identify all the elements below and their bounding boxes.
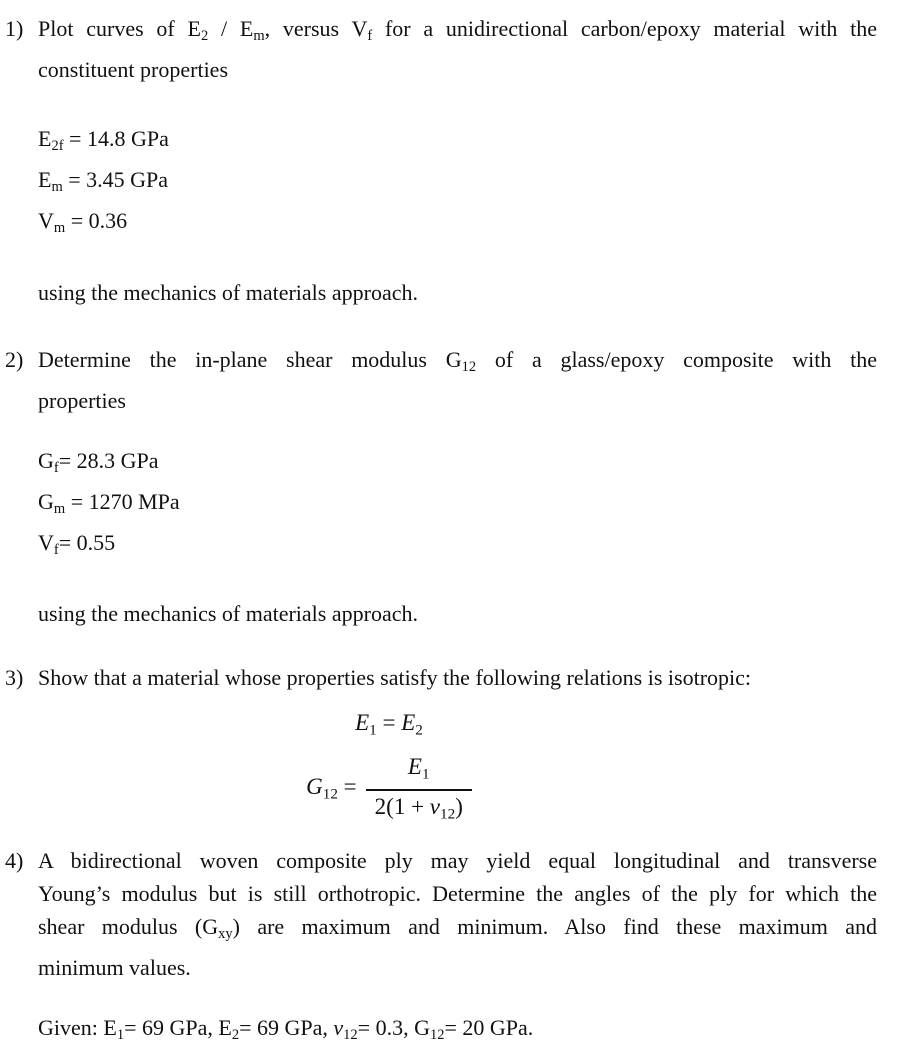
problem-3 <box>5 661 877 830</box>
problem-4-text-line-3: shear modulus $(G_{xy})$ are maximum and minimum. Also find these maximum and <box>38 914 877 943</box>
property-e2f-value: $E_{2f} = 14.8$ GPa <box>38 126 169 155</box>
problem-1 <box>5 12 877 309</box>
problem-1-text-line-2: constituent properties <box>38 57 229 83</box>
property-em-value: $E_m = 3.45$ GPa <box>38 167 169 196</box>
problem-2-text-line-1: Determine the in-plane shear modulus $G_{12}$ of a glass/epoxy composite with the <box>38 347 877 376</box>
problem-4-text-line-1: A bidirectional woven composite ply may yield equal longitudinal and transverse <box>38 848 877 874</box>
equation-g12-fraction <box>306 752 472 830</box>
problem-4-text-line-2: Young’s modulus but is still orthotropic. Determine the angles of the ply for which the <box>38 881 877 907</box>
problem-3-text-line-1: Show that a material whose properties satisfy the following relations is isotropic: <box>38 664 752 690</box>
problem-4-given-values: Given: $E_1= 69$ GPa, $E_2= 69$ GPa, $\nu_{12}= 0.3$, $G_{12}= 20$ GPa. <box>38 1015 534 1044</box>
problem-4 <box>5 844 877 1052</box>
equation-e1-equals-e2: $E_1 = E_2$ <box>355 709 423 738</box>
problem-3-equations <box>0 706 825 830</box>
problem-4-text-line-4: minimum values. <box>38 955 191 981</box>
problem-3-number: 3) <box>5 664 24 690</box>
problem-2-text-line-2: properties <box>38 388 126 414</box>
fraction-numerator: $E_1$ <box>407 753 430 782</box>
problem-1-given-properties <box>38 122 877 245</box>
property-vm-value: $V_m = 0.36$ <box>38 208 128 237</box>
equation-g12-left-side: $G_{12}$ = <box>306 773 357 803</box>
fraction-denominator: $2(1 + \nu_{12})$ <box>366 789 472 829</box>
problem-1-number: 1) <box>5 16 24 41</box>
property-vf-value: $V_f= 0.55$ <box>38 530 116 559</box>
property-gm-value: $G_m = 1270$ MPa <box>38 489 180 518</box>
problem-2-given-properties <box>38 444 877 567</box>
problem-1-method-note: using the mechanics of materials approach. <box>38 280 418 306</box>
fraction <box>366 752 472 830</box>
problem-2 <box>5 343 877 629</box>
problem-4-number: 4) <box>5 848 24 874</box>
problem-2-method-note: using the mechanics of materials approach. <box>38 600 418 626</box>
property-gf-value: $G_f= 28.3$ GPa <box>38 448 159 477</box>
problem-2-number: 2) <box>5 347 24 373</box>
problem-1-text-line-1: Plot curves of $E_2 / E_m$, versus $V_f$ for a unidirectional carbon/epoxy material with the <box>38 16 877 45</box>
